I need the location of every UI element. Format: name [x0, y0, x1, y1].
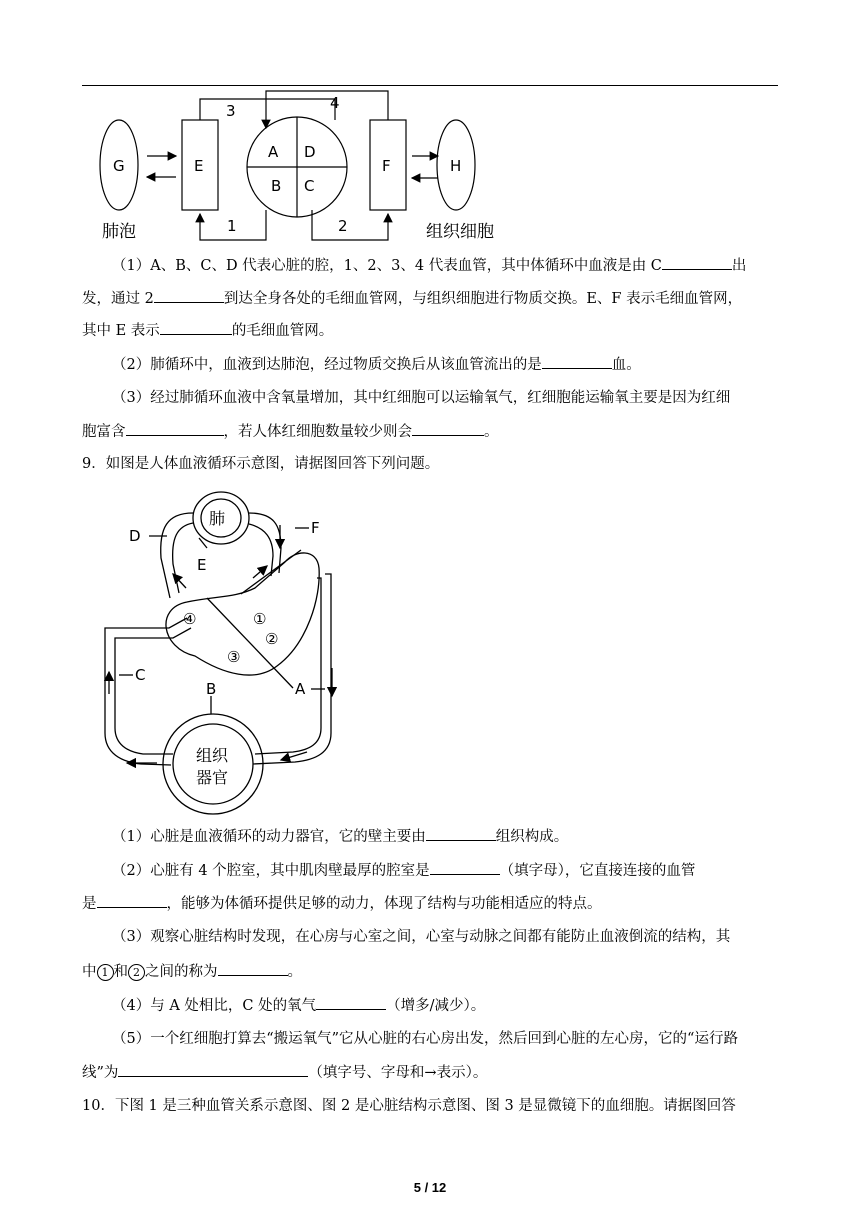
q9-part1: （1）心脏是血液循环的动力器官，它的壁主要由 组织构成。 — [82, 826, 782, 847]
vessel-e-label: E — [197, 556, 207, 574]
q10-heading: 10．下图 1 是三种血管关系示意图、图 2 是心脏结构示意图、图 3 是显微镜下的血细胞。请据图回答 — [82, 1098, 736, 1114]
answer-blank[interactable] — [97, 893, 167, 908]
answer-blank[interactable] — [542, 354, 612, 369]
page-number: 5 / 12 — [413, 1180, 447, 1195]
q9-part4: （4）与 A 处相比，C 处的氧气 （增多/减少）。 — [82, 995, 782, 1016]
chamber-2-label: ② — [265, 630, 279, 648]
q8-part3: （3）经过肺循环血液中含氧量增加，其中红细胞可以运输氧气，红细胞能运输氧主要是因为红细 — [112, 390, 731, 406]
answer-blank[interactable] — [160, 320, 232, 335]
box-f-label: F — [382, 157, 391, 175]
q8-part2: （2）肺循环中，血液到达肺泡，经过物质交换后从该血管流出的是 血。 — [82, 354, 782, 375]
organ-label-1: 组织 — [196, 746, 229, 765]
chamber-c: C — [304, 177, 315, 195]
answer-blank[interactable] — [430, 860, 500, 875]
answer-blank[interactable] — [412, 421, 484, 436]
vessel-3-label: 3 — [226, 102, 236, 120]
q9-part2-cont: 是 ，能够为体循环提供足够的动力，体现了结构与功能相适应的特点。 — [82, 893, 782, 914]
chamber-4-label: ④ — [183, 610, 197, 628]
chamber-3-label: ③ — [227, 648, 241, 666]
answer-blank[interactable] — [426, 826, 496, 841]
organ-label-2: 器官 — [196, 768, 229, 787]
header-rule — [82, 85, 778, 86]
tissue-cells-label: 组织细胞 — [426, 222, 494, 242]
chamber-b: B — [271, 177, 282, 195]
oval-g-label: G — [113, 157, 125, 175]
vessel-2-label: 2 — [338, 217, 348, 235]
vessel-f-label: F — [311, 519, 320, 537]
circled-number-2: 2 — [128, 964, 145, 981]
circulation-diagram-1 — [90, 90, 510, 245]
vessel-b-label: B — [206, 680, 217, 698]
answer-blank[interactable] — [154, 288, 224, 303]
q8-part1-cont: 发，通过 2 到达全身各处的毛细血管网，与组织细胞进行物质交换。E、F 表示毛细血管网， — [82, 288, 782, 309]
chamber-1-label: ① — [253, 610, 267, 628]
vessel-c-label: C — [135, 666, 146, 684]
q9-part3-cont: 中 1 和 2 之间的称为 。 — [82, 961, 782, 982]
vessel-d-label: D — [129, 527, 141, 545]
vessel-a-label: A — [295, 680, 306, 698]
lung-label: 肺 — [209, 509, 226, 528]
vessel-1-label: 1 — [227, 217, 237, 235]
answer-blank[interactable] — [218, 961, 288, 976]
circulation-diagram-2 — [95, 478, 355, 818]
alveoli-label: 肺泡 — [102, 222, 136, 242]
q9-part3: （3）观察心脏结构时发现，在心房与心室之间，心室与动脉之间都有能防止血液倒流的结构，其 — [112, 929, 731, 945]
chamber-d: D — [304, 143, 316, 161]
q8-part3-cont: 胞富含 ，若人体红细胞数量较少则会 。 — [82, 421, 782, 442]
q8-part1: （1）A、B、C、D 代表心脏的腔，1、2、3、4 代表血管，其中体循环中血液是由 C 出 — [82, 255, 782, 276]
box-e-label: E — [194, 157, 204, 175]
circled-number-1: 1 — [97, 964, 114, 981]
q9-part2: （2）心脏有 4 个腔室，其中肌肉壁最厚的腔室是 （填字母），它直接连接的血管 — [82, 860, 782, 881]
answer-blank[interactable] — [126, 421, 224, 436]
vessel-4-label: 4 — [330, 94, 340, 112]
answer-blank[interactable] — [316, 995, 386, 1010]
q8-part1-end: 其中 E 表示 的毛细血管网。 — [82, 320, 782, 341]
q9-part5-cont: 线”为 （填字号、字母和→表示）。 — [82, 1062, 782, 1083]
q9-heading: 9．如图是人体血液循环示意图，请据图回答下列问题。 — [82, 456, 440, 472]
oval-h-label: H — [450, 157, 462, 175]
chamber-a: A — [268, 143, 279, 161]
answer-blank[interactable] — [118, 1062, 308, 1077]
q9-part5: （5）一个红细胞打算去“搬运氧气”它从心脏的右心房出发，然后回到心脏的左心房，它的“运行路 — [112, 1031, 738, 1047]
answer-blank[interactable] — [662, 255, 732, 270]
